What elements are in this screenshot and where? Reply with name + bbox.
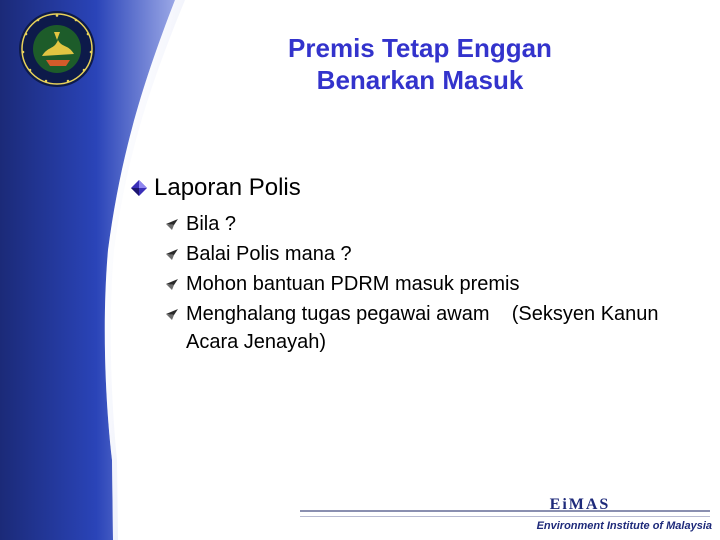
arrow-bullet-icon: [164, 216, 180, 232]
title-line-2: Benarkan Masuk: [316, 65, 524, 95]
main-bullet-text: Laporan Polis: [154, 174, 301, 201]
sub-bullet-item: [164, 240, 704, 268]
arrow-bullet-icon: [164, 306, 180, 322]
arrow-bullet-icon: [164, 246, 180, 262]
footer-brand: EiMAS: [549, 496, 611, 513]
arrow-bullet-icon: [164, 276, 180, 292]
sub-bullet-item: [164, 300, 704, 356]
agency-seal-icon: [18, 10, 96, 88]
sub-bullet-text: Menghalang tugas pegawai awam (Seksyen Kanun Acara Jenayah): [186, 303, 663, 353]
sub-bullet-list: [164, 210, 704, 358]
footer-divider-thin: [300, 516, 710, 517]
footer-org-name: Environment Institute of Malaysia: [536, 520, 712, 532]
title-line-1: Premis Tetap Enggan: [288, 33, 552, 63]
sub-bullet-item: [164, 270, 704, 298]
footer-divider: [300, 510, 710, 512]
diamond-bullet-icon: [130, 179, 148, 197]
slide-title: [170, 32, 670, 96]
sub-bullet-text: Bila ?: [186, 213, 237, 235]
main-bullet-item: [130, 170, 301, 206]
sub-bullet-item: [164, 210, 704, 238]
sub-bullet-text: Mohon bantuan PDRM masuk premis: [186, 273, 520, 295]
sub-bullet-text: Balai Polis mana ?: [186, 243, 352, 265]
